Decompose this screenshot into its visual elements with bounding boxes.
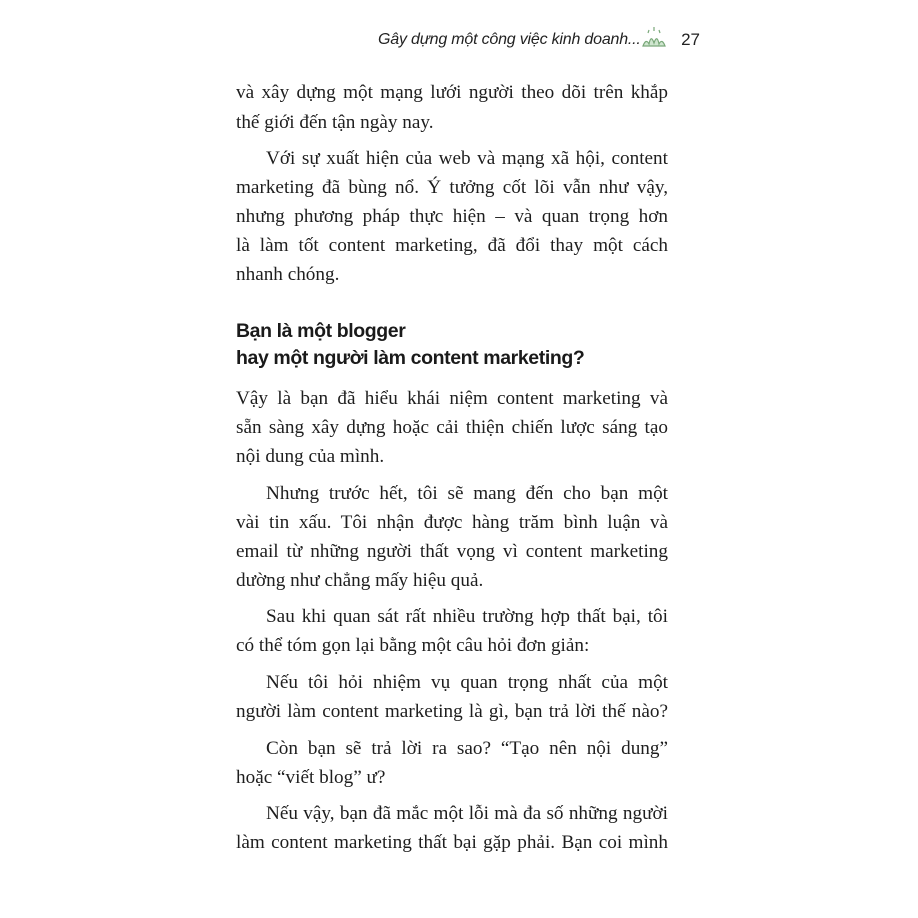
paragraph-line: nhanh chóng.: [236, 264, 340, 285]
page-number: 27: [681, 30, 700, 49]
paragraph-line: vài tin xấu. Tôi nhận được hàng trăm bình luận và: [236, 512, 668, 533]
section-heading-line-2: hay một người làm content marketing?: [236, 347, 585, 369]
paragraph-line: nhưng phương pháp thực hiện – và quan trọng hơn: [236, 206, 668, 227]
running-header-title: Gây dựng một công việc kinh doanh...: [378, 31, 641, 48]
section-heading-line-1: Bạn là một blogger: [236, 320, 406, 342]
paragraph-line: Sau khi quan sát rất nhiều trường hợp thất bại, tôi: [266, 606, 668, 627]
paragraph-line: Còn bạn sẽ trả lời ra sao? “Tạo nên nội dung”: [266, 738, 668, 759]
paragraph-line: là làm tốt content marketing, đã đổi thay một cách: [236, 235, 668, 256]
paragraph-line: người làm content marketing là gì, bạn trả lời thế nào?: [236, 701, 668, 722]
paragraph-line: Nhưng trước hết, tôi sẽ mang đến cho bạn một: [266, 483, 668, 504]
paragraph-line: dường như chẳng mấy hiệu quả.: [236, 570, 484, 591]
paragraph-line: và xây dựng một mạng lưới người theo dõi trên khắp: [236, 82, 668, 103]
paragraph-line: Với sự xuất hiện của web và mạng xã hội, content: [266, 148, 668, 169]
paragraph-line: Nếu tôi hỏi nhiệm vụ quan trọng nhất của một: [266, 672, 668, 693]
paragraph-line: có thể tóm gọn lại bằng một câu hỏi đơn giản:: [236, 635, 590, 656]
paragraph-line: Vậy là bạn đã hiểu khái niệm content marketing và: [236, 388, 668, 409]
paragraph-line: nội dung của mình.: [236, 446, 385, 467]
paragraph-line: sẵn sàng xây dựng hoặc cải thiện chiến lược sáng tạo: [236, 417, 668, 438]
paragraph-line: marketing đã bùng nổ. Ý tưởng cốt lõi vẫn như vậy,: [236, 177, 668, 198]
leaf-crown-icon: [640, 26, 668, 52]
paragraph-line: Nếu vậy, bạn đã mắc một lỗi mà đa số những người: [266, 803, 668, 824]
paragraph-line: email từ những người thất vọng vì content marketing: [236, 541, 668, 562]
paragraph-line: thế giới đến tận ngày nay.: [236, 112, 434, 133]
running-header: [236, 26, 700, 58]
paragraph-line: làm content marketing thất bại gặp phải. Bạn coi mình: [236, 832, 668, 853]
paragraph-line: hoặc “viết blog” ư?: [236, 767, 386, 788]
